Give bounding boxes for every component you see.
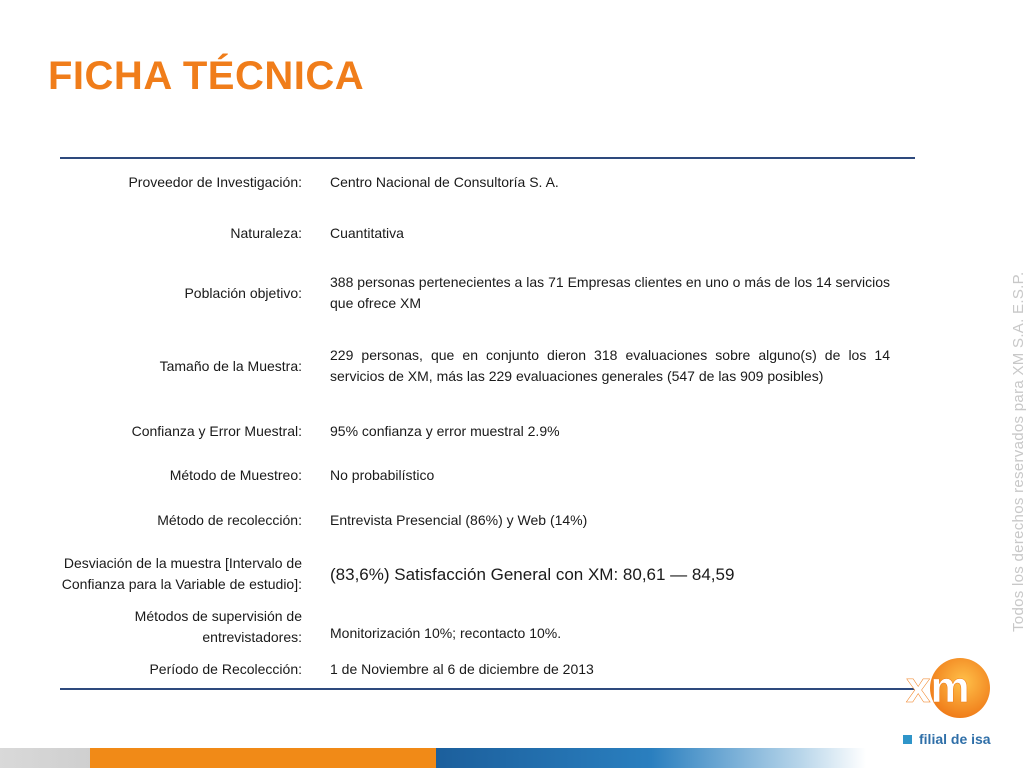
row-value: 1 de Noviembre al 6 de diciembre de 2013 <box>330 660 594 677</box>
row-value: 229 personas, que en conjunto dieron 318 evaluaciones sobre alguno(s) de los 14 servicios de XM, más las 229 evaluaciones generales (547 de las 909 posibles) <box>330 347 890 384</box>
xm-logo <box>900 656 996 720</box>
table-row <box>60 220 915 246</box>
row-label: Período de Recolección: <box>149 660 302 677</box>
row-value: Monitorización 10%; recontacto 10%. <box>330 624 562 641</box>
row-label: Proveedor de Investigación: <box>128 173 302 190</box>
footer-color-bar <box>0 748 1024 768</box>
row-label: Población objetivo: <box>184 284 302 301</box>
row-label: Naturaleza: <box>230 224 302 241</box>
logo-subtitle-text: filial de isa <box>919 731 991 747</box>
page-title: FICHA TÉCNICA <box>48 54 365 98</box>
table-row <box>60 507 915 533</box>
table-row <box>60 418 915 444</box>
footer-bar-blue <box>436 748 866 768</box>
row-value: 95% confianza y error muestral 2.9% <box>330 422 560 439</box>
table-row <box>60 542 915 606</box>
technical-sheet-table <box>60 157 915 690</box>
row-value: No probabilístico <box>330 466 435 483</box>
row-label: Confianza y Error Muestral: <box>131 422 302 439</box>
table-row <box>60 462 915 488</box>
row-label: Métodos de supervisión de entrevistadores: <box>134 608 302 645</box>
row-value: Cuantitativa <box>330 224 404 241</box>
row-value: Entrevista Presencial (86%) y Web (14%) <box>330 511 588 528</box>
row-value: Centro Nacional de Consultoría S. A. <box>330 173 559 190</box>
logo-wordmark: xm <box>906 663 970 712</box>
row-value: (83,6%) Satisfacción General con XM: 80,61 — 84,59 <box>330 564 735 584</box>
table-row <box>60 605 915 649</box>
row-label: Desviación de la muestra [Intervalo de Confianza para la Variable de estudio]: <box>61 555 302 592</box>
footer-bar-orange <box>90 748 436 768</box>
logo-subtitle <box>903 731 991 747</box>
copyright-watermark: Todos los derechos reservados para XM S.A. E.S.P. <box>1010 271 1027 632</box>
row-value: 388 personas pertenecientes a las 71 Empresas clientes en uno o más de los 14 servicios que ofrece XM <box>330 274 890 311</box>
footer-bar-gray <box>0 748 90 768</box>
square-icon <box>903 735 912 744</box>
row-label: Tamaño de la Muestra: <box>159 357 302 374</box>
table-row <box>60 271 915 315</box>
table-row <box>60 169 915 195</box>
row-label: Método de recolección: <box>157 511 302 528</box>
table-row <box>60 656 915 682</box>
row-label: Método de Muestreo: <box>169 466 302 483</box>
table-row <box>60 344 915 388</box>
